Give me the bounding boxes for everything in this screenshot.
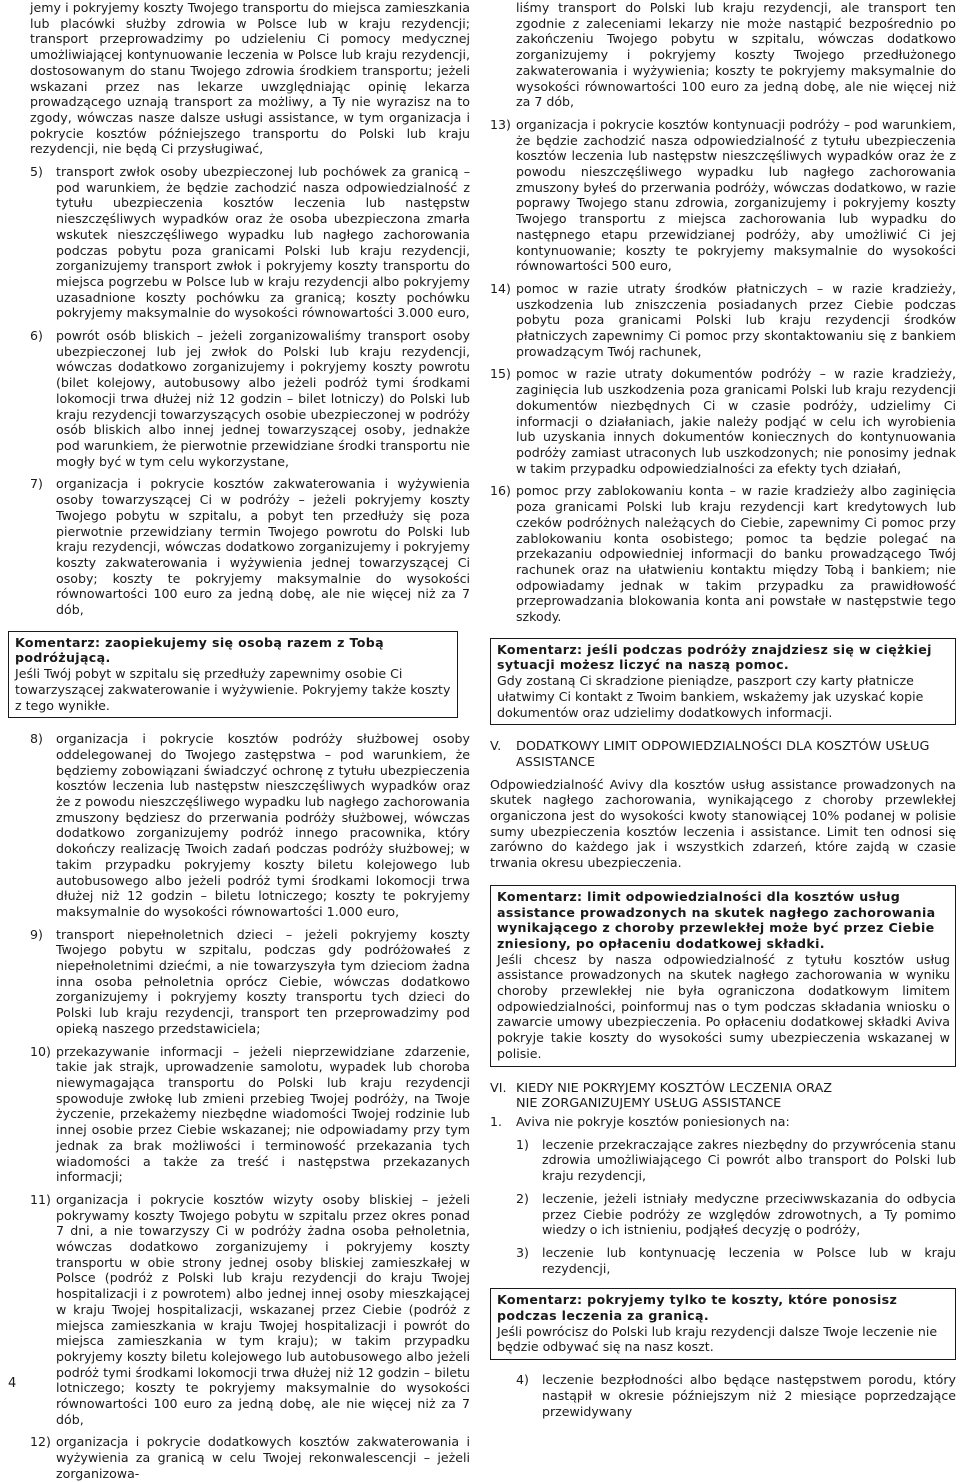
section-title-line-1: KIEDY NIE POKRYJEMY KOSZTÓW LECZENIA ORAZ	[516, 1080, 833, 1096]
section-v-paragraph: Odpowiedzialność Avivy dla kosztów usług assistance prowadzonych na skutek nagłego zachorowania, wynikającego z choroby przewlekłej organiczona jest do wysokości kwoty stanowiącej 10% podanej w polisie sumy ubezpieczenia kosztów leczenia i assistance. Limit ten odnosi się zarówno do każdego jak i wszystkich zdarzeń, które zajdą w czasie trwania okresu ubezpieczenia.	[490, 776, 956, 871]
item-number: 6)	[30, 328, 43, 344]
list-item-9	[30, 927, 470, 1037]
item-text: organizacja i pokrycie kosztów wizyty osoby bliskiej – jeżeli pokrywamy koszty Twojego pobytu w szpitalu przez okres ponad 7 dni, a nie towarzyszy Ci w podróży żadna osoba pełnoletnia, wówczas dodatkowo zorganizujemy i pokryjemy koszty transportu w obie strony jednej osoby bliskiej zamieszkałej w Polsce (podróż z Polski lub kraju rezydencji do kraju Twojej hospitalizacji i z powrotem) albo jednej innej osoby mieszkającej w kraju Twojej hospitalizacji, wskazanej przez Ciebie (podróż z miejsca zamieszkania w kraju Twojej hospitalizacji i powrót do miejsca zamieszkania w tym kraju); w takim przypadku pokryjemy koszty biletu kolejowego lub autobusowego albo jeżeli podróż tymi środkami lokomocji trwa dłużej niż 12 godzin – biletu lotniczego; koszty te pokryjemy maksymalnie do wysokości równowartości 100 euro za jedną dobę, ale nie więcej niż za 7 dób,	[56, 1191, 470, 1427]
item-number: 10)	[30, 1043, 51, 1059]
list-item-6	[30, 328, 470, 469]
item-number: 16)	[490, 483, 511, 499]
item-number: 12)	[30, 1434, 51, 1450]
item-number: 4)	[516, 1372, 529, 1388]
comment-box-companion	[8, 631, 458, 719]
comment-text: Jeśli Twój pobyt w szpitalu się przedłuży zapewnimy osobie Ci towarzyszącej zakwaterowanie i wyżywienie. Pokryjemy także koszty z tego wynikłe.	[15, 666, 451, 713]
item-text: leczenie lub kontynuację leczenia w Polsce lub w kraju rezydencji,	[542, 1244, 956, 1276]
left-intro-paragraph: jemy i pokryjemy koszty Twojego transportu do miejsca zamieszkania lub placówki służby zdrowia w Polsce lub w kraju rezydencji; transport przeprowadzimy po udzieleniu Ci pomocy medycznej umożliwiającej kontynuowanie leczenia w Polsce lub kraju rezydencji, dostosowanym do stanu Twojego zdrowia środkiem transportu; jeżeli wskazani przez nas lekarze uwzględniając opinię lekarza prowadzącego uznają transport za możliwy, a Ty nie wyrazisz na to zgody, wówczas nasze dalsze usługi assistance, w tym organizacja i pokrycie kosztów późniejszego transportu do Polski lub kraju rezydencji, nie będą Ci przysługiwać,	[30, 0, 470, 157]
comment-text: Jeśli powrócisz do Polski lub kraju rezydencji dalsze Twoje leczenie nie będzie odbywać się na nasz koszt.	[497, 1323, 938, 1355]
item-number: 9)	[30, 926, 43, 942]
item-text: transport niepełnoletnich dzieci – jeżeli pokryjemy koszty Twojego pobytu w szpitalu, podczas gdy podróżowałeś z niepełnoletnimi dziećmi, a nie towarzyszyła tym dzieciom żadna inna osoba pełnoletnia oprócz Ciebie, wówczas dodatkowo zorganizujemy i pokryjemy koszty transportu tych dzieci do Polski lub kraju rezydencji, transport ten przeprowadzimy pod opieką naszego przedstawiciela;	[56, 926, 470, 1036]
item-text: organizacja i pokrycie kosztów zakwaterowania i wyżywienia osoby towarzyszącej Ci w podróży – jeżeli pokryjemy koszty Twojego pobytu w szpitalu, a pobyt ten przedłuży się poza pierwotnie przewidziany termin Twojego powrotu do Polski lub kraju rezydencji, wówczas dodatkowo zorganizujemy i pokryjemy koszty zakwaterowania i wyżywienia jednej towarzyszącej Ci osoby; koszty te pokryjemy maksymalnie do wysokości równowartości 100 euro za jedną dobę, ale nie więcej niż za 7 dób,	[56, 476, 470, 618]
item-text: leczenie przekraczające zakres niezbędny do przywrócenia stanu zdrowia umożliwiającego Ci powrót albo transport do Polski lub kraju rezydencji,	[542, 1136, 956, 1184]
item-text: leczenie, jeżeli istniały medyczne przeciwwskazania do odbycia przez Ciebie podróży ze względów zdrowotnych, a Ty pomimo wiedzy o ich istnieniu, podjąłeś decyzję o podróży,	[542, 1190, 956, 1238]
exclusion-item-1	[516, 1137, 956, 1184]
exclusion-item-3	[516, 1245, 956, 1276]
right-column	[490, 0, 956, 1419]
list-item-13	[490, 117, 956, 274]
item-text: organizacja i pokrycie kosztów kontynuacji podróży – pod warunkiem, że będzie zachodzić nasza odpowiedzialność z tytułu ubezpieczenia kosztów leczenia lub następstw nieszczęśliwych wypadków oraz że z powodu nieszczęśliwego wypadku lub nagłego zachorowania zmuszony byłeś do przerwania podróży, wówczas dodatkowo, w razie poprawy Twojego stanu zdrowia, zorganizujemy i pokryjemy koszty Twojego transportu z miejsca zachorowania lub wypadku do następnego etapu przewidzianej podróży, aby umożliwić Ci jej kontynuowanie; koszty te pokryjemy maksymalnie do wysokości równowartości 500 euro,	[516, 116, 956, 274]
item-text: Aviva nie pokryje kosztów poniesionych na:	[516, 1114, 790, 1129]
comment-title: Komentarz: jeśli podczas podróży znajdziesz się w ciężkiej sytuacji możesz liczyć na naszą pomoc.	[497, 641, 932, 673]
item-number: 11)	[30, 1191, 51, 1207]
item-number: 15)	[490, 366, 511, 382]
item-number: 13)	[490, 116, 511, 132]
exclusion-item-2	[516, 1191, 956, 1238]
section-title: DODATKOWY LIMIT ODPOWIEDZIALNOŚCI DLA KOSZTÓW USŁUG ASSISTANCE	[516, 739, 930, 770]
item-number: 8)	[30, 731, 43, 747]
comment-title: Komentarz: zaopiekujemy się osobą razem z Tobą podróżującą.	[15, 634, 384, 666]
page-number: 4	[8, 1376, 17, 1391]
comment-title: Komentarz: pokryjemy tylko te koszty, które ponosisz podczas leczenia za granicą.	[497, 1292, 898, 1324]
item-number: 7)	[30, 476, 43, 492]
list-item-7	[30, 476, 470, 617]
item-text: leczenie bezpłodności albo będące następstwem porodu, który nastąpił w okresie późniejszym niż 2 miesiące poprzedzające przewidywany	[542, 1372, 956, 1419]
list-item-15	[490, 366, 956, 476]
list-item-14	[490, 281, 956, 360]
list-item-11	[30, 1192, 470, 1428]
item-number: 1)	[516, 1136, 529, 1152]
item-text: przekazywanie informacji – jeżeli nieprzewidziane zdarzenie, takie jak strajk, uprowadzenie samolotu, wypadek lub choroba niewymagająca transportu do Polski lub kraju rezydencji spowoduje zwłokę lub zmieni przebieg Twojej podróży, na Twoje życzenie, przekażemy niezbędne wiadomości Twojej rodzinie lub innej osobie przez Ciebie wskazanej; nie odpowiadamy przy tym jednak za brak możliwości i terminowość przekazania tych wiadomości a także za treść i następstwa przekazanych informacji;	[56, 1043, 470, 1185]
item-text: organizacja i pokrycie dodatkowych kosztów zakwaterowania i wyżywienia za granicą w celu Twojej rekonwalescencji – jeżeli zorganizowa-	[56, 1434, 470, 1481]
comment-box-help	[490, 638, 956, 726]
right-intro-paragraph: liśmy transport do Polski lub kraju rezydencji, ale transport ten zgodnie z zaleceniami lekarzy nie może nastąpić bezpośrednio po zakończeniu Twojego pobytu w szpitalu, wówczas dodatkowo zorganizujemy i pokryjemy koszty Twojego przedłużonego zakwaterowania i wyżywienia; koszty te pokryjemy maksymalnie do wysokości równowartości 100 euro za jedną dobę, ale nie więcej niż za 7 dób,	[516, 0, 956, 110]
item-number: 3)	[516, 1244, 529, 1260]
item-number: 14)	[490, 280, 511, 296]
section-v-heading	[490, 739, 956, 770]
list-item-12	[30, 1434, 470, 1481]
list-item-8	[30, 731, 470, 919]
exclusion-item-4	[516, 1372, 956, 1419]
item-number: 1.	[490, 1114, 503, 1129]
exclusions-list	[516, 1137, 956, 1277]
section-number: VI.	[490, 1080, 507, 1096]
section-title-line-2: NIE ZORGANIZUJEMY USŁUG ASSISTANCE	[516, 1096, 782, 1112]
section-vi-heading	[490, 1081, 956, 1112]
comment-box-limit	[490, 885, 956, 1067]
comment-text: Jeśli chcesz by nasza odpowiedzialność z tytułu kosztów usług assistance prowadzonych na skutek nagłego zachorowania w wyniku choroby przewlekłej nie była ograniczona dodatkowym limitem odpowiedzialności, poinformuj nas o tym podczas składania wniosku o zawarcie umowy ubezpieczenia. Po opłaceniu dodatkowej składki Aviva pokryje takie koszty do wysokości sumy ubezpieczenia wskazanej w polisie.	[497, 951, 950, 1061]
item-text: pomoc w razie utraty środków płatniczych – w razie kradzieży, uszkodzenia lub zniszczenia posiadanych przez Ciebie podczas pobytu poza granicami Polski lub kraju rezydencji środków płatniczych zapewnimy Ci pomoc przy skontaktowaniu się z bankiem prowadzącym Twój rachunek,	[516, 280, 956, 359]
item-number: 2)	[516, 1190, 529, 1206]
item-text: powrót osób bliskich – jeżeli zorganizowaliśmy transport osoby ubezpieczonej lub jej zwłok do Polski lub kraju rezydencji, wówczas dodatkowo zorganizujemy i pokryjemy koszty powrotu (bilet kolejowy, autobusowy albo jeżeli podróż tymi środkami lokomocji trwa dłużej niż 12 godzin – bilet lotniczy) do Polski lub kraju rezydencji towarzyszących osobie ubezpieczonej w podróży osób bliskich albo innej jednej towarzyszącej osoby, jednakże pod warunkiem, że pierwotnie przewidziane środki transportu nie mogły być w tym celu wykorzystane,	[56, 328, 470, 469]
comment-title: Komentarz: limit odpowiedzialności dla kosztów usług assistance prowadzonych na skutek nagłego zachorowania wynikającego z choroby przewlekłej może być przez Ciebie zniesiony, po opłaceniu dodatkowej składki.	[497, 888, 936, 951]
left-column	[15, 0, 470, 1482]
comment-text: Gdy zostaną Ci skradzione pieniądze, paszport czy karty płatnicze ułatwimy Ci kontakt z Twoim bankiem, wskażemy jak uzyskać kopie dokumentów oraz udzielimy dodatkowych informacji.	[497, 673, 924, 720]
comment-box-abroad	[490, 1288, 956, 1360]
item-text: pomoc w razie utraty dokumentów podróży – w razie kradzieży, zaginięcia lub uszkodzenia poza granicami Polski lub kraju rezydencji dokumentów niezbędnych Ci w czasie podróży, udzielimy Ci informacji o działaniach, jakie należy podjąć w celu ich wyrobienia lub uzyskania innych dokumentów koniecznych do kontynuowania podróży zamiast utraconych lub uszkodzonych; nie ponosimy jednak w takim przypadku odpowiedzialności za efekty tych działań,	[516, 366, 956, 476]
item-text: transport zwłok osoby ubezpieczonej lub pochówek za granicą – pod warunkiem, że będzie zachodzić nasza odpowiedzialność z tytułu ubezpieczenia kosztów leczenia lub następstw nieszczęśliwych wypadków oraz że osoba ubezpieczona zmarła wskutek nieszczęśliwego wypadku lub nagłego zachorowania podczas pobytu poza granicami Polski lub kraju rezydencji, zorganizujemy transport zwłok i pokryjemy koszty transportu do miejsca pogrzebu w Polsce lub w kraju rezydencji albo pokryjemy uzasadnione koszty pochówku za granicą; koszty pochówku pokryjemy maksymalnie do wysokości równowartości 3.000 euro,	[56, 164, 470, 321]
section-title	[516, 1081, 832, 1112]
section-number: V.	[490, 739, 502, 755]
list-item-10	[30, 1044, 470, 1185]
subsection-1	[490, 1114, 956, 1130]
list-item-5	[30, 164, 470, 321]
list-item-16	[490, 483, 956, 624]
item-text: organizacja i pokrycie kosztów podróży służbowej osoby oddelegowanej do Twojego zastępstwa – pod warunkiem, że będziemy zobowiązani świadczyć ochronę z tytułu ubezpieczenia kosztów leczenia lub następstw nieszczęśliwych wypadków oraz że z powodu nieszczęśliwego wypadku lub nagłego zachorowania zmuszony będziesz do przerwania podróży służbowej, wówczas dodatkowo zorganizujemy podróż innego pracownika, który dokończy realizację Twoich zadań podczas podróży służbowej; w takim przypadku pokryjemy koszty biletu kolejowego lub autobusowego albo jeżeli podróż tymi środkami lokomocji trwa dłużej niż 12 godzin – biletu lotniczego; koszty te pokryjemy maksymalnie do wysokości równowartości 1.000 euro,	[56, 731, 470, 919]
item-number: 5)	[30, 164, 43, 180]
item-text: pomoc przy zablokowaniu konta – w razie kradzieży albo zaginięcia poza granicami Polski lub kraju rezydencji kart kredytowych lub czeków podróżnych należących do Ciebie, zapewnimy Ci pomoc przy zablokowaniu konta osobistego; pomoc ta będzie polegać na przekazaniu odpowiedniej informacji do banku prowadzącego Twój rachunek oraz na ułatwieniu kontaktu między Tobą i bankiem; nie odpowiadamy jednak w takim przypadku za prawidłowość przeprowadzania blokowania konta ani powstałe w następstwie tego szkody.	[516, 483, 956, 625]
